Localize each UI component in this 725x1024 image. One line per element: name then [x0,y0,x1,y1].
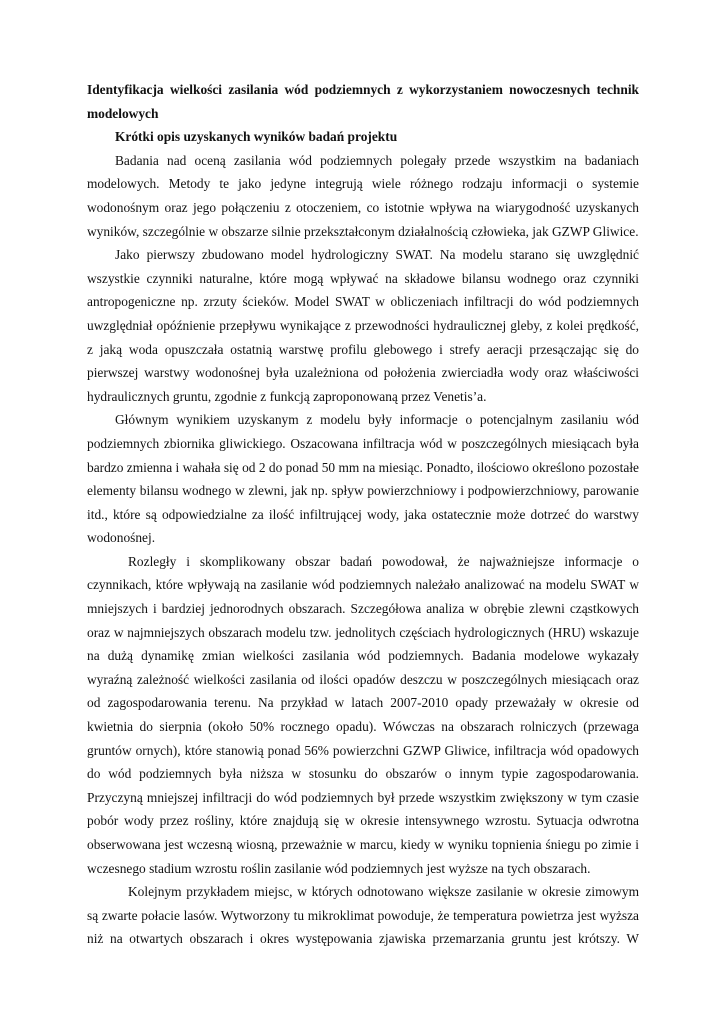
paragraph-forest-areas: Kolejnym przykładem miejsc, w których odnotowano większe zasilanie w okresie zimowym są zwarte połacie lasów. Wytworzony tu mikroklimat powoduje, że temperatura powietrza jest wyższa niż na otwartych obszarach i okres występowania zjawiska przemarzania gruntu jest krótszy. W [87,884,639,947]
paragraph-swat-model: Jako pierwszy zbudowano model hydrologiczny SWAT. Na modelu starano się uwzględnić wszystkie czynniki naturalne, które mogą wpływać na składowe bilansu wodnego oraz czynniki antropogeniczne np. zrzuty ścieków. Model SWAT w obliczeniach infiltracji do wód podziemnych uwzględniał opóźnienie przepływu wynikające z przewodności hydraulicznej gleby, z kolei prędkość, z jaką woda opuszczała ostatnią warstwę profilu glebowego i strefy aeracji przesączając się do pierwszej warstwy wodonośnej była uzależniona od położenia zwierciadła wody oraz właściwości hydraulicznych gruntu, zgodnie z funkcją zaproponowaną przez Venetis’a. [87,247,639,404]
document-subtitle: Krótki opis uzyskanych wyników badań projektu [115,129,398,145]
paragraph-main-results: Głównym wynikiem uzyskanym z modelu były informacje o potencjalnym zasilaniu wód podziemnych zbiornika gliwickiego. Oszacowana infiltracja wód w poszczególnych miesiącach była bardzo zmienna i wahała się od 2 do ponad 50 mm na miesiąc. Ponadto, ilościowo określono pozostałe elementy bilansu wodnego w zlewni, jak np. spływ powierzchniowy i podpowierzchniowy, parowanie itd., które są odpowiedzialne za ilość infiltrującej wody, jaka ostatecznie może dotrzeć do warstwy wodonośnej. [87,412,639,546]
document-title: Identyfikacja wielkości zasilania wód podziemnych z wykorzystaniem nowoczesnych technik modelowych [87,82,639,121]
paragraph-detailed-analysis: Rozległy i skomplikowany obszar badań powodował, że najważniejsze informacje o czynnikach, które wpływają na zasilanie wód podziemnych należało analizować na modelu SWAT w mniejszych i bardziej jednorodnych obszarach. Szczegółowa analiza w obrębie zlewni cząstkowych oraz w najmniejszych obszarach modelu tzw. jednolitych częściach hydrologicznych (HRU) wskazuje na dużą dynamikę zmian wielkości zasilania wód podziemnych. Badania modelowe wykazały wyraźną zależność wielkości zasilania od ilości opadów deszczu w poszczególnych miesiącach oraz od zagospodarowania terenu. Na przykład w latach 2007-2010 opady przeważały w okresie od kwietnia do sierpnia (około 50% rocznego opadu). Wówczas na obszarach rolniczych (przewaga gruntów ornych), które stanowią ponad 56% powierzchni GZWP Gliwice, infiltracja wód opadowych do wód podziemnych była niższa w stosunku do obszarów o innym typie zagospodarowania. Przyczyną mniejszej infiltracji do wód podziemnych był przede wszystkim zwiększony w tym czasie pobór wody przez rośliny, które znajdują się w okresie intensywnego wzrostu. Sytuacja odwrotna obserwowana jest wczesną wiosną, przeważnie w marcu, kiedy w wyniku topnienia śniegu po zimie i wczesnego stadium wzrostu roślin zasilanie wód podziemnych jest wyższe na tych obszarach. [87,553,639,876]
document-page [87,78,639,951]
paragraph-modeling-methods: Badania nad oceną zasilania wód podziemnych polegały przede wszystkim na badaniach modelowych. Metody te jako jedyne integrują wiele różnego rodzaju informacji o systemie wodonośnym oraz jego połączeniu z otoczeniem, co istotnie wpływa na wiarygodność uzyskanych wyników, szczególnie w obszarze silnie przekształconym działalnością człowieka, jak GZWP Gliwice. [87,152,639,239]
